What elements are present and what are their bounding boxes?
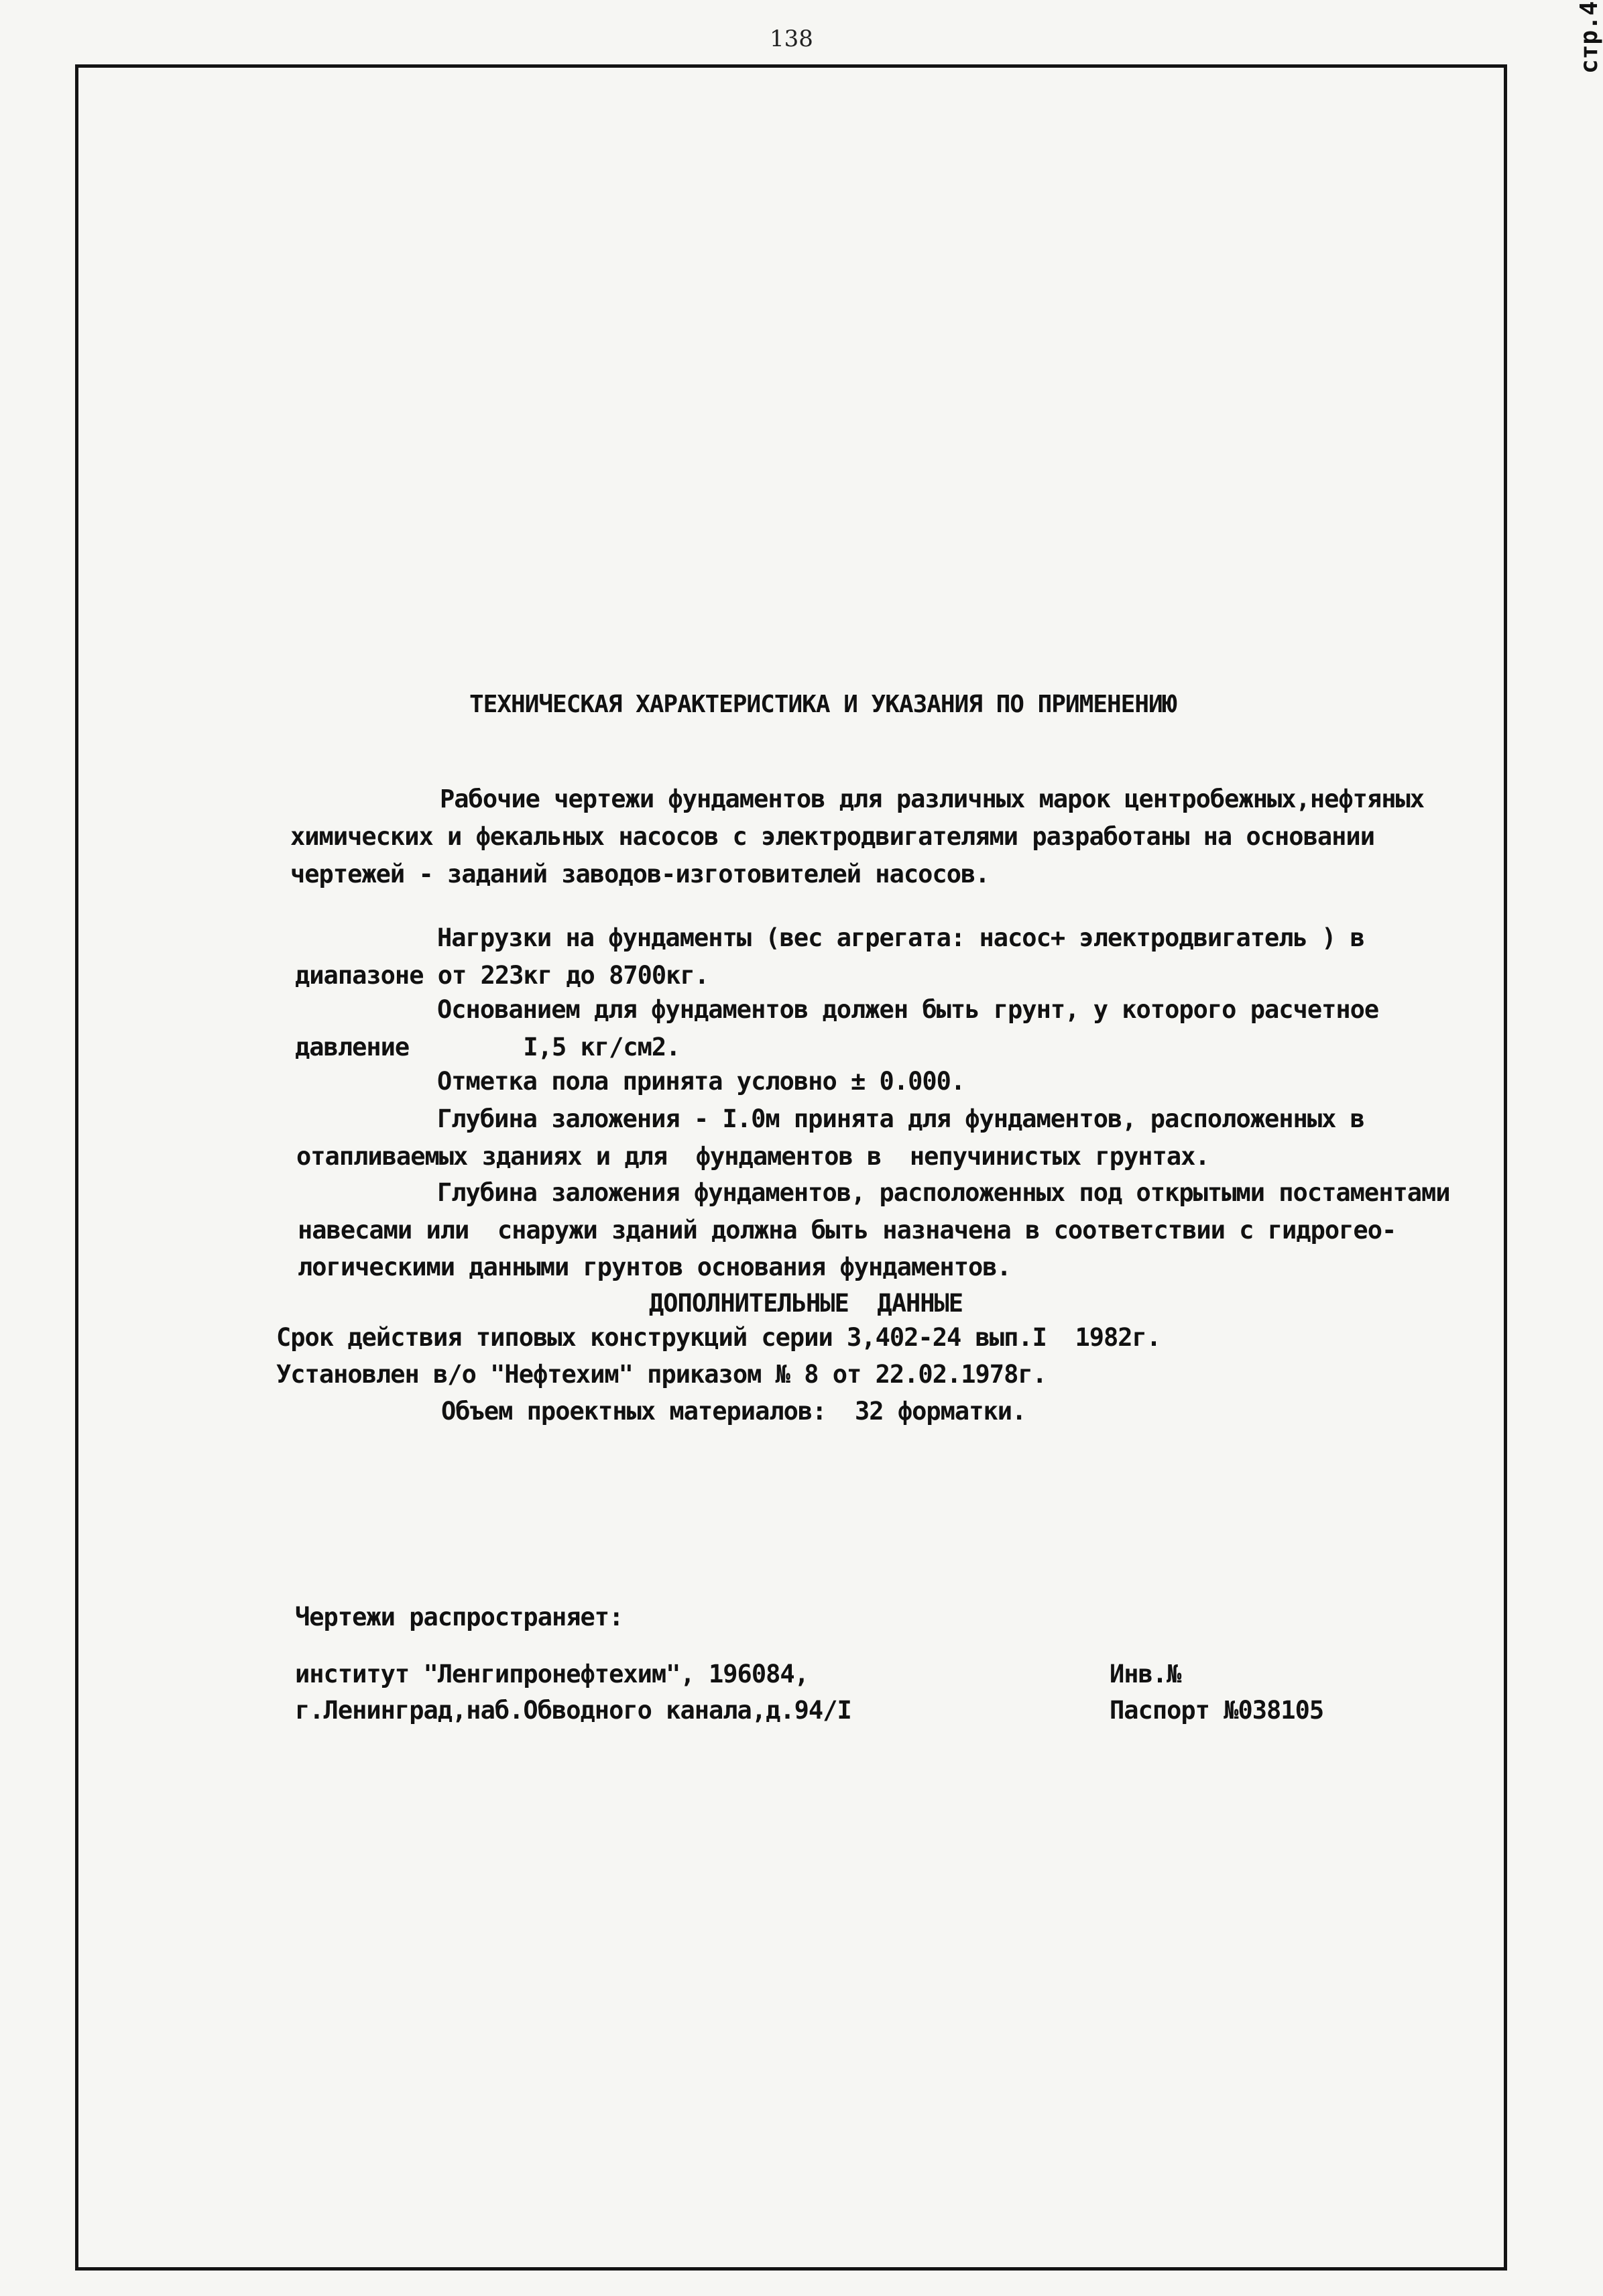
document-title: ТЕХНИЧЕСКАЯ ХАРАКТЕРИСТИКА И УКАЗАНИЯ ПО ПРИМЕНЕНИЮ: [469, 691, 1177, 718]
volume-line: Объем проектных материалов: 32 форматки.: [441, 1397, 1026, 1426]
body-line-8: Глубина заложения фундаментов, расположенных под открытыми постаментами: [437, 1178, 1450, 1207]
additional-heading: ДОПОЛНИТЕЛЬНЫЕ ДАННЫЕ: [649, 1289, 963, 1318]
inventory-number: Инв.№: [1110, 1660, 1181, 1688]
body-line-5: Отметка пола принята условно ± 0.000.: [437, 1067, 965, 1096]
intro-line-1: Рабочие чертежи фундаментов для различных марок центробежных,нефтяных: [440, 785, 1425, 813]
passport-number: Паспорт №038105: [1110, 1696, 1324, 1725]
body-line-9: навесами или снаружи зданий должна быть назначена в соответствии с гидрогео-: [298, 1216, 1397, 1245]
distribution-address: г.Ленинград,наб.Обводного канала,д.94/I: [295, 1696, 851, 1725]
validity-line: Срок действия типовых конструкций серии 3,402-24 вып.I 1982г.: [276, 1323, 1161, 1352]
distribution-label: Чертежи распространяет:: [295, 1603, 624, 1631]
body-line-2: диапазоне от 223кг до 8700кг.: [295, 961, 709, 990]
established-line: Установлен в/о "Нефтехим" приказом № 8 от 22.02.1978г.: [276, 1360, 1047, 1389]
page-number: 138: [770, 25, 813, 52]
body-line-6: Глубина заложения - I.0м принята для фундаментов, расположенных в: [437, 1104, 1364, 1133]
body-line-1: Нагрузки на фундаменты (вес агрегата: насос+ электродвигатель ) в: [437, 923, 1364, 952]
side-page-label: стр.4: [1576, 1, 1603, 74]
intro-line-3: чертежей - заданий заводов-изготовителей насосов.: [290, 860, 990, 888]
intro-line-2: химических и фекальных насосов с электродвигателями разработаны на основании: [290, 822, 1374, 851]
distribution-institute: институт "Ленгипронефтехим", 196084,: [295, 1660, 809, 1688]
body-line-3: Основанием для фундаментов должен быть грунт, у которого расчетное: [437, 995, 1379, 1024]
body-line-10: логическими данными грунтов основания фундаментов.: [298, 1253, 1011, 1281]
body-line-4: давление I,5 кг/см2.: [295, 1033, 680, 1061]
body-line-7: отапливаемых зданиях и для фундаментов в непучинистых грунтах.: [296, 1142, 1209, 1171]
